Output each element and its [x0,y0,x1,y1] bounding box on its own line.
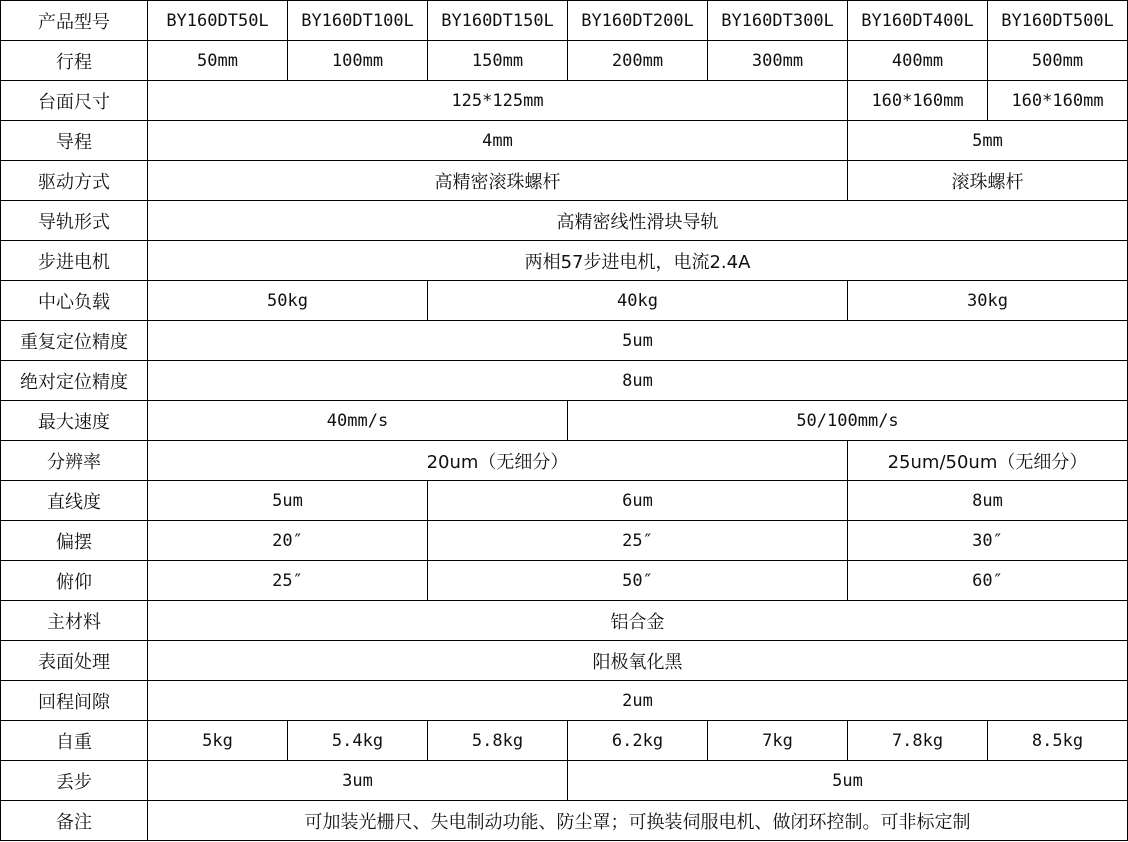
spec-value: 阳极氧化黑 [148,641,1128,681]
spec-row [1,241,1128,281]
spec-row [1,681,1128,721]
spec-value: 20″ [148,521,428,561]
model-name: BY160DT100L [288,1,428,41]
header-label: 产品型号 [1,1,148,41]
spec-value: 200mm [568,41,708,81]
spec-label: 绝对定位精度 [1,361,148,401]
spec-label: 俯仰 [1,561,148,601]
spec-value: 5um [568,761,1128,801]
spec-label: 表面处理 [1,641,148,681]
spec-value: 50mm [148,41,288,81]
spec-value: 滚珠螺杆 [848,161,1128,201]
spec-value: 160*160mm [848,81,988,121]
spec-row [1,601,1128,641]
spec-value: 8um [148,361,1128,401]
spec-value: 50/100mm/s [568,401,1128,441]
spec-value: 6.2kg [568,721,708,761]
spec-value: 高精密滚珠螺杆 [148,161,848,201]
spec-label: 主材料 [1,601,148,641]
spec-label: 备注 [1,801,148,841]
spec-row [1,481,1128,521]
spec-label: 步进电机 [1,241,148,281]
spec-value: 150mm [428,41,568,81]
spec-value: 两相57步进电机，电流2.4A [148,241,1128,281]
spec-label: 导轨形式 [1,201,148,241]
spec-value: 可加装光栅尺、失电制动功能、防尘罩；可换装伺服电机、做闭环控制。可非标定制 [148,801,1128,841]
spec-row [1,281,1128,321]
spec-value: 160*160mm [988,81,1128,121]
spec-row [1,521,1128,561]
spec-value: 30″ [848,521,1128,561]
spec-value: 30kg [848,281,1128,321]
spec-label: 重复定位精度 [1,321,148,361]
spec-label: 最大速度 [1,401,148,441]
spec-value: 25um/50um（无细分） [848,441,1128,481]
spec-value: 125*125mm [148,81,848,121]
spec-value: 5kg [148,721,288,761]
spec-value: 50″ [428,561,848,601]
spec-value: 5um [148,321,1128,361]
spec-value: 25″ [148,561,428,601]
model-name: BY160DT500L [988,1,1128,41]
model-name: BY160DT150L [428,1,568,41]
spec-value: 40kg [428,281,848,321]
spec-label: 驱动方式 [1,161,148,201]
spec-row [1,721,1128,761]
spec-label: 行程 [1,41,148,81]
spec-table-body [1,1,1128,841]
spec-row [1,321,1128,361]
spec-row [1,121,1128,161]
spec-value: 50kg [148,281,428,321]
spec-row [1,641,1128,681]
spec-value: 5.4kg [288,721,428,761]
spec-value: 高精密线性滑块导轨 [148,201,1128,241]
spec-row [1,201,1128,241]
spec-label: 台面尺寸 [1,81,148,121]
spec-row [1,81,1128,121]
spec-value: 20um（无细分） [148,441,848,481]
spec-value: 400mm [848,41,988,81]
spec-value: 5um [148,481,428,521]
spec-row [1,41,1128,81]
spec-label: 回程间隙 [1,681,148,721]
spec-label: 直线度 [1,481,148,521]
spec-value: 5.8kg [428,721,568,761]
spec-value: 60″ [848,561,1128,601]
model-name: BY160DT400L [848,1,988,41]
spec-value: 7kg [708,721,848,761]
spec-value: 2um [148,681,1128,721]
spec-label: 中心负载 [1,281,148,321]
spec-label: 分辨率 [1,441,148,481]
spec-value: 25″ [428,521,848,561]
spec-row [1,761,1128,801]
spec-value: 100mm [288,41,428,81]
spec-row [1,401,1128,441]
spec-label: 丢步 [1,761,148,801]
spec-value: 6um [428,481,848,521]
spec-row [1,561,1128,601]
spec-label: 偏摆 [1,521,148,561]
spec-row [1,161,1128,201]
spec-value: 5mm [848,121,1128,161]
header-row [1,1,1128,41]
spec-value: 300mm [708,41,848,81]
spec-value: 8.5kg [988,721,1128,761]
spec-value: 铝合金 [148,601,1128,641]
spec-value: 7.8kg [848,721,988,761]
spec-row [1,801,1128,841]
spec-label: 自重 [1,721,148,761]
spec-value: 40mm/s [148,401,568,441]
spec-value: 8um [848,481,1128,521]
spec-value: 500mm [988,41,1128,81]
spec-row [1,441,1128,481]
spec-row [1,361,1128,401]
model-name: BY160DT200L [568,1,708,41]
model-name: BY160DT300L [708,1,848,41]
spec-label: 导程 [1,121,148,161]
model-name: BY160DT50L [148,1,288,41]
spec-value: 3um [148,761,568,801]
spec-value: 4mm [148,121,848,161]
